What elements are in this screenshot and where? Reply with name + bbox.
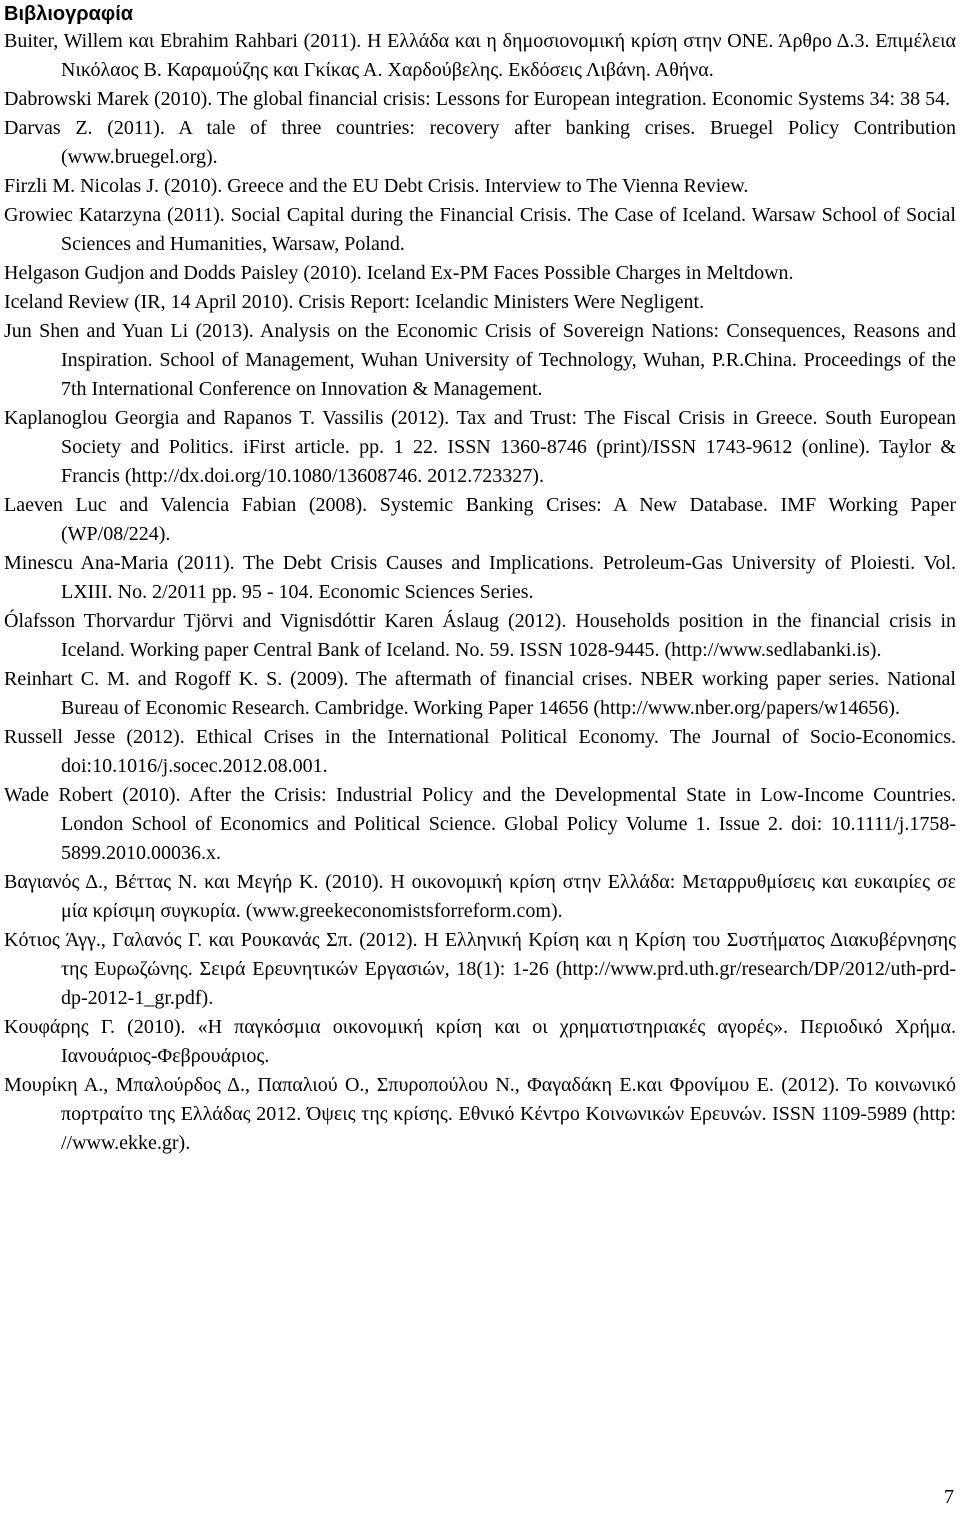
- reference-item: Helgason Gudjon and Dodds Paisley (2010). Iceland Ex-PM Faces Possible Charges in Meltdown.: [4, 262, 794, 284]
- reference-item: Dabrowski Marek (2010). The global financial crisis: Lessons for European integration. Economic Systems 34: 38 54.: [4, 88, 951, 110]
- reference-item: Jun Shen and Yuan Li (2013). Analysis on the Economic Crisis of Sovereign Nations: Consequences, Reasons and Inspiration. School of Management, Wuhan University of Technology, Wuhan, P.R.China. Proceedings of the 7th International Conference on Innovation & Management.: [4, 320, 956, 400]
- reference-item: Βαγιανός Δ., Βέττας Ν. και Μεγήρ Κ. (2010). Η οικονομική κρίση στην Ελλάδα: Μεταρρυθμίσεις και ευκαιρίες σε μία κρίσιμη συγκυρία. (www.greekeconomistsforreform.com).: [4, 871, 956, 922]
- bibliography-page: [4, 0, 956, 1158]
- reference-item: Ólafsson Thorvardur Tjörvi and Vignisdóttir Karen Áslaug (2012). Households position in the financial crisis in Iceland. Working paper Central Bank of Iceland. No. 59. ISSN 1028-9445. (http://www.sedlabanki.is).: [4, 610, 956, 661]
- reference-item: Kaplanoglou Georgia and Rapanos T. Vassilis (2012). Tax and Trust: The Fiscal Crisis in Greece. South European Society and Politics. iFirst article. pp. 1 22. ISSN 1360-8746 (print)/ISSN 1743-9612 (online). Taylor & Francis (http://dx.doi.org/10.1080/13608746. 2012.723327).: [4, 407, 956, 487]
- reference-item: Μουρίκη Α., Μπαλούρδος Δ., Παπαλιού Ο., Σπυροπούλου Ν., Φαγαδάκη Ε.και Φρονίμου Ε. (2012). Το κοινωνικό πορτραίτο της Ελλάδας 2012. Όψεις της κρίσης. Εθνικό Κέντρο Κοινωνικών Ερευνών. ISSN 1109-5989 (http: //www.ekke.gr).: [4, 1074, 956, 1154]
- reference-item: Κουφάρης Γ. (2010). «Η παγκόσμια οικονομική κρίση και οι χρηματιστηριακές αγορές». Περιοδικό Χρήμα. Ιανουάριος-Φεβρουάριος.: [4, 1016, 956, 1067]
- reference-item: Growiec Katarzyna (2011). Social Capital during the Financial Crisis. The Case of Iceland. Warsaw School of Social Sciences and Humanities, Warsaw, Poland.: [4, 204, 956, 255]
- reference-item: Iceland Review (IR, 14 April 2010). Crisis Report: Icelandic Ministers Were Negligent.: [4, 291, 705, 313]
- reference-item: Russell Jesse (2012). Ethical Crises in the International Political Economy. The Journal of Socio-Economics. doi:10.1016/j.socec.2012.08.001.: [4, 726, 956, 777]
- reference-item: Reinhart C. M. and Rogoff K. S. (2009). The aftermath of financial crises. NBER working paper series. National Bureau of Economic Research. Cambridge. Working Paper 14656 (http://www.nber.org/papers/w14656).: [4, 668, 956, 719]
- page-number: 7: [944, 1486, 954, 1508]
- reference-item: Laeven Luc and Valencia Fabian (2008). Systemic Banking Crises: A New Database. IMF Working Paper (WP/08/224).: [4, 494, 956, 545]
- reference-item: Κότιος Άγγ., Γαλανός Γ. και Ρουκανάς Σπ. (2012). Η Ελληνική Κρίση και η Κρίση του Συστήματος Διακυβέρνησης της Ευρωζώνης. Σειρά Ερευνητικών Εργασιών, 18(1): 1-26 (http://www.prd.uth.gr/research/DP/2012/uth-prd-dp-2012-1_gr.pdf).: [4, 929, 956, 1009]
- reference-list: [4, 27, 956, 1158]
- reference-item: Darvas Z. (2011). A tale of three countries: recovery after banking crises. Bruegel Policy Contribution (www.bruegel.org).: [4, 117, 956, 168]
- reference-item: Minescu Ana-Maria (2011). The Debt Crisis Causes and Implications. Petroleum-Gas University of Ploiesti. Vol. LXIII. No. 2/2011 pp. 95 - 104. Economic Sciences Series.: [4, 552, 956, 603]
- reference-item: Firzli M. Nicolas J. (2010). Greece and the EU Debt Crisis. Interview to The Vienna Review.: [4, 175, 749, 197]
- reference-item: Buiter, Willem και Ebrahim Rahbari (2011). Η Ελλάδα και η δημοσιονομική κρίση στην ΟΝΕ. Άρθρο Δ.3. Επιμέλεια Νικόλαος Β. Καραμούζης και Γκίκας Α. Χαρδούβελης. Εκδόσεις Λιβάνη. Αθήνα.: [4, 30, 956, 81]
- reference-item: Wade Robert (2010). After the Crisis: Industrial Policy and the Developmental State in Low-Income Countries. London School of Economics and Political Science. Global Policy Volume 1. Issue 2. doi: 10.1111/j.1758-5899.2010.00036.x.: [4, 784, 956, 864]
- section-heading: Βιβλιογραφία: [4, 3, 134, 25]
